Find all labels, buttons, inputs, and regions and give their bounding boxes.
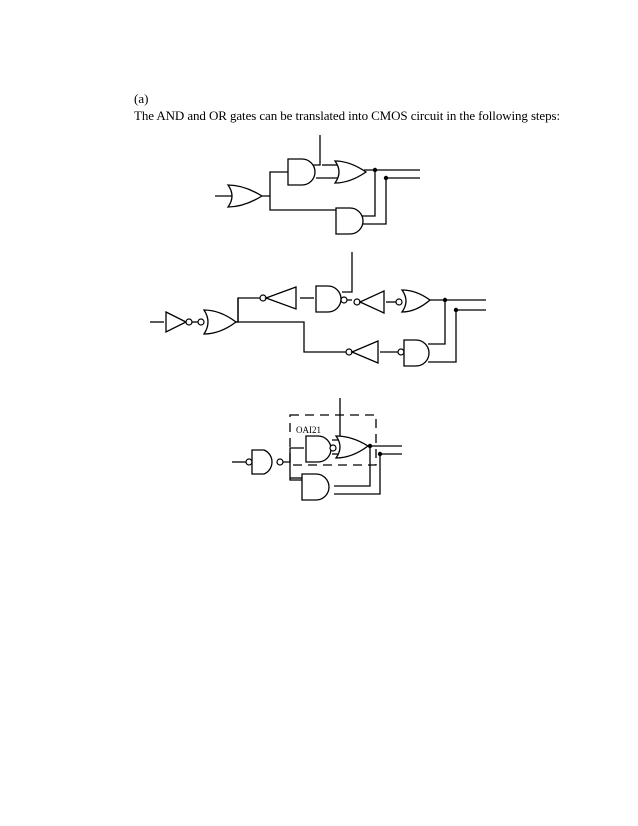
nand-gate (306, 436, 331, 462)
nor-gate (336, 436, 368, 458)
nor-gate (204, 310, 236, 334)
and-gate (302, 474, 329, 500)
inverter (266, 287, 296, 309)
part-label: (a) (134, 91, 149, 106)
nand-gate (316, 286, 341, 312)
and-gate (336, 208, 363, 234)
or-gate (228, 185, 262, 207)
circuit-step-3 (232, 398, 402, 500)
circuit-step-2 (150, 252, 486, 366)
heading-text: The AND and OR gates can be translated into CMOS circuit in the following steps: (134, 108, 560, 123)
nor-gate (402, 290, 430, 312)
nand-gate (252, 450, 272, 474)
or-gate (335, 161, 366, 183)
inverter (166, 312, 186, 332)
inverter (352, 341, 378, 363)
nand-gate (404, 340, 429, 366)
inverter (360, 291, 384, 313)
circuit-step-1 (215, 135, 420, 234)
and-gate (288, 159, 315, 185)
oai21-label: OAI21 (296, 425, 321, 435)
